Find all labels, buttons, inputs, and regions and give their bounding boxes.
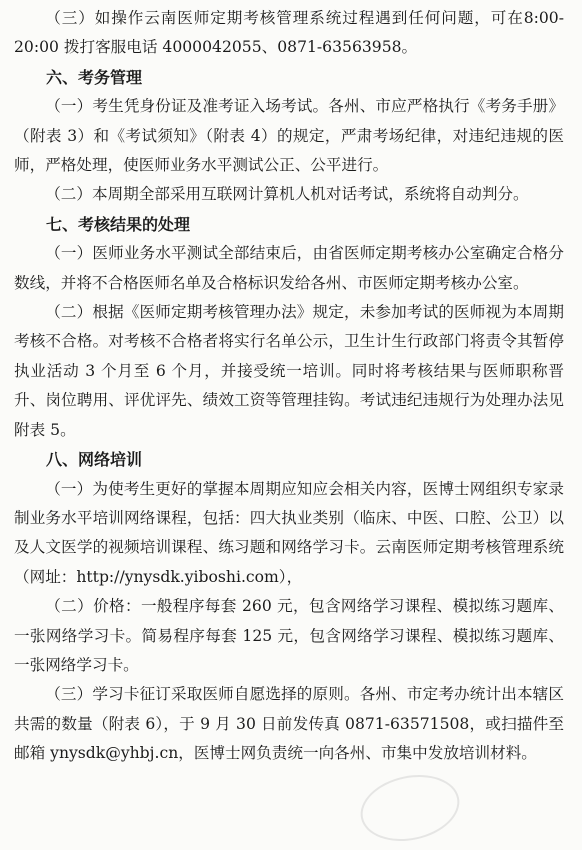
section-8-item-3: （三）学习卡征订采取医师自愿选择的原则。各州、市定考办统计出本辖区共需的数量（附表 6），于 9 月 30 日前发传真 0871-63571508，或扫描件至邮箱 ynysdk@yhbj.cn，医博士网负责统一向各州、市集中发放培训材料。 (14, 685, 564, 763)
section-8-item-2: （二）价格：一般程序每套 260 元，包含网络学习课程、模拟练习题库、一张网络学习卡。简易程序每套 125 元，包含网络学习课程、模拟练习题库、一张网络学习卡。 (14, 597, 564, 674)
section-6-item-1: （一）考生凭身份证及准考证入场考试。各州、市应严格执行《考务手册》（附表 3）和《考试须知》（附表 4）的规定，严肃考场纪律，对违纪违规的医师，严格处理，使医师业务水平测试公正、公平进行。 (14, 97, 564, 175)
section-8-heading: 八、网络培训 (46, 450, 143, 470)
section-6-heading: 六、考务管理 (46, 67, 143, 87)
section-7-item-1: （一）医师业务水平测试全部结束后，由省医师定期考核办公室确定合格分数线，并将不合格医师名单及合格标识发给各州、市医师定期考核办公室。 (14, 244, 564, 292)
faded-seal-stamp (354, 766, 465, 849)
section-7-heading: 七、考核结果的处理 (46, 214, 191, 234)
section-8-item-1: （一）为使考生更好的掌握本周期应知应会相关内容，医博士网组织专家录制业务水平培训网络课程，包括：四大执业类别（临床、中医、口腔、公卫）以及人文医学的视频培训课程、练习题和网络学习卡。云南医师定期考核管理系统（网址：http://ynysdk.yiboshi.com）， (14, 479, 564, 586)
support-contact-paragraph: （三）如操作云南医师定期考核管理系统过程遇到任何问题，可在8:00-20:00 拨打客服电话 4000042055、0871-63563958。 (14, 9, 564, 57)
section-6-item-2: （二）本周期全部采用互联网计算机人机对话考试，系统将自动判分。 (45, 185, 529, 204)
section-7-item-2: （二）根据《医师定期考核管理办法》规定，未参加考试的医师视为本周期考核不合格。对考核不合格者将实行名单公示，卫生计生行政部门将责令其暂停执业活动 3 个月至 6 个月，并接受统一培训。同时将考核结果与医师职称晋升、岗位聘用、评优评先、绩效工资等管理挂钩。考试违纪违规行为处理办法见附表 5。 (14, 303, 564, 439)
